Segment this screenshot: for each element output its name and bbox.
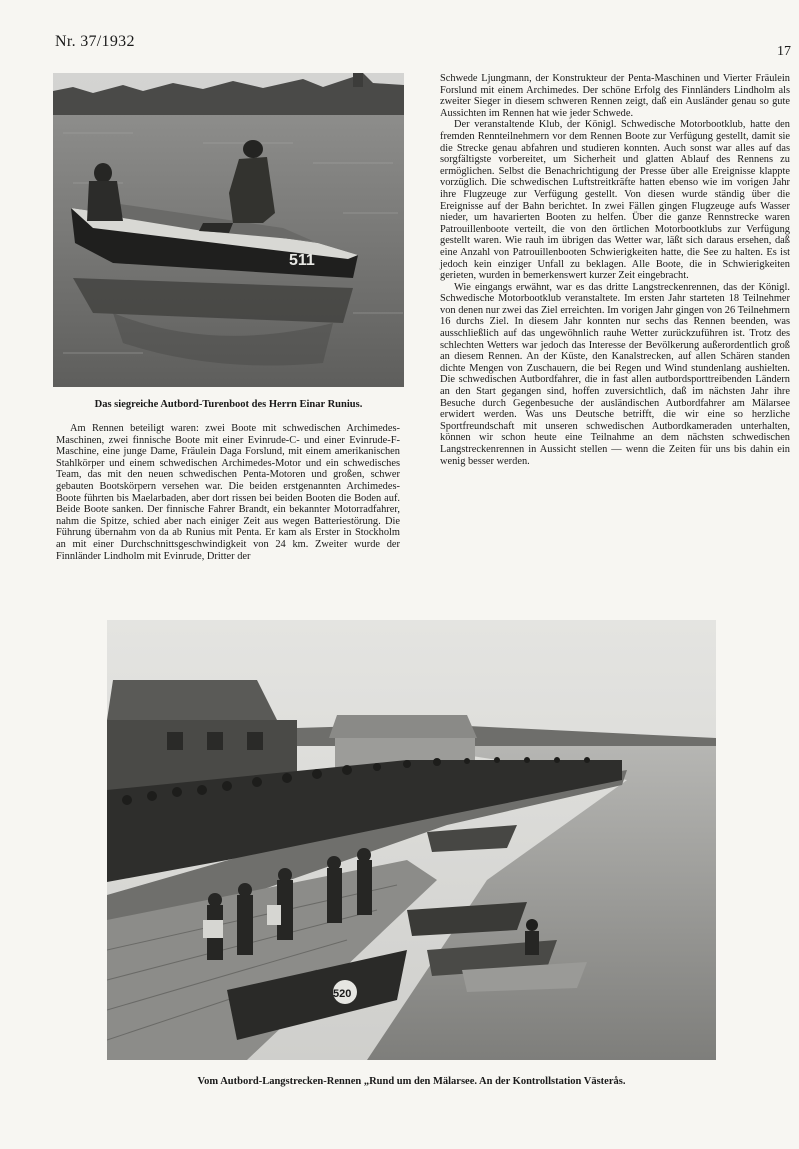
left-paragraph: Am Rennen beteiligt waren: zwei Boote mit schwedischen Archimedes-Maschinen, zwei finnische Boote mit einer Evinrude-C- und einer Evinrude-F-Maschine, eine junge Dame, Fräulein Daga Forslund, mit einem amerikanischen Stahlkörper und einem schwedischen Archimedes-Motor und ein schwedisches Team, das mit den neuen schwedischen Penta-Motoren und großen, schwer gebauten Bootskörpern versehen war. Die beiden erstgenannten Archimedes-Boote führten bis Maelarbaden, aber dort rissen bei beiden Booten die Boden auf. Beide Boote sanken. Der finnische Fahrer Brandt, ein bekannter Motorradfahrer, nahm die Spitze, schied aber nach einiger Zeit aus wegen Batteriestörung. Die Führung übernahm von da ab Runius mit Penta. Er kam als Erster in Stockholm an mit einer Durchschnittsgeschwindigkeit von 24 km. Zweiter wurde der Finnländer Lindholm mit Evinrude, Dritter der	[56, 423, 400, 562]
top-photo-caption: Das siegreiche Autbord-Turenboot des Herrn Einar Runius.	[94, 399, 363, 410]
boat-photo-graphic	[53, 73, 404, 387]
boat-photo	[53, 73, 404, 387]
harbor-photo-graphic	[107, 620, 716, 1060]
page-number: 17	[777, 44, 791, 59]
right-column	[440, 73, 790, 467]
harbor-photo	[107, 620, 716, 1060]
right-paragraph-1: Schwede Ljungmann, der Konstrukteur der Penta-Maschinen und Vierter Fräulein Forslund mit einem Archimedes. Der schöne Erfolg des Finnländers Lindholm als zweiter Sieger in diesem schweren Rennen zeigt, daß ein Ausländer genau so gute Aussichten im Rennen hat wie jeder Schwede.	[440, 73, 790, 119]
bottom-photo-caption: Vom Autbord-Langstrecken-Rennen „Rund um den Mälarsee. An der Kontrollstation Västerås.	[197, 1076, 626, 1087]
right-paragraph-3: Wie eingangs erwähnt, war es das dritte Langstreckenrennen, das der Königl. Schwedische Motorbootklub veranstaltete. Im ersten Jahr starteten 18 Teilnehmer von denen nur zwei das Ziel erreichten. Im vorigen Jahr gingen von 26 Teilnehmern 16 durchs Ziel. In diesem Jahr konnten nur sechs das Rennen beenden, was ausschließlich auf das ungewöhnlich rauhe Wetter zurückzuführen ist. Trotz des schlechten Wetters war jedoch das Interesse der Bevölkerung außerordentlich groß an diesem Rennen. An der Küste, den Kanalstrecken, auf allen Schären standen dichte Mengen von Zuschauern, die bei Regen und Wind stundenlang aushielten. Die schwedischen Autbordfahrer, die in fast allen autbordsporttreibenden Ländern an den Start gegangen sind, hoffen zuversichtlich, daß im nächsten Jahr ihre Besuche durch Gegenbesuche der ausländischen Autbordfahrer am Mälarsee erwidert werden. Was uns Deutsche betrifft, die wir eine so herzliche Sportfreundschaft mit unseren schwedischen Autbordkameraden unterhalten, können wir schon heute eine Teilnahme an dem nächsten schwedischen Langstreckenrennen in Aussicht stellen — wenn die Zeiten für uns bis dahin ein wenig besser werden.	[440, 281, 790, 467]
right-paragraph-2: Der veranstaltende Klub, der Königl. Schwedische Motorbootklub, hatte den fremden Rennteilnehmern vor dem Rennen Boote zur Verfügung gestellt, damit sie die Strecke genau abfahren und studieren konnten. Auch sonst war alles auf das sorgfältigste vorbereitet, um Sicherheit und glatten Ablauf des Rennens zu ermöglichen. Selbst die Benachrichtigung der Presse über alle Ereignisse klappte vorzüglich. Die schwedischen Luftstreitkräfte hatten ebenso wie im vorigen Jahr ihre Flugzeuge zur Verfügung gestellt. Von diesen wurde ständig über die Ereignisse auf der Bahn berichtet. In zwei Fällen gingen Flugzeuge aufs Wasser nieder, um havarierten Booten zu helfen. Über die ganze Rennstrecke waren Patrouillenboote verteilt, die von den örtlichen Motorbootklubs zur Verfügung gestellt waren. Wie rauh im übrigen das Wetter war, läßt sich daraus ersehen, daß eine Anzahl von Patrouillenbooten Schwierigkeiten hatte, die See zu halten. Es ist jedoch kein einziger Unfall zu beklagen. Alle Boote, die in Schwierigkeiten gerieten, wurden in bemerkenswert kurzer Zeit eingebracht.	[440, 119, 790, 282]
issue-number: Nr. 37/1932	[55, 33, 135, 50]
left-column	[56, 423, 400, 562]
bottom-boat-number: 520	[333, 988, 352, 1000]
top-boat-number: 511	[289, 252, 315, 269]
